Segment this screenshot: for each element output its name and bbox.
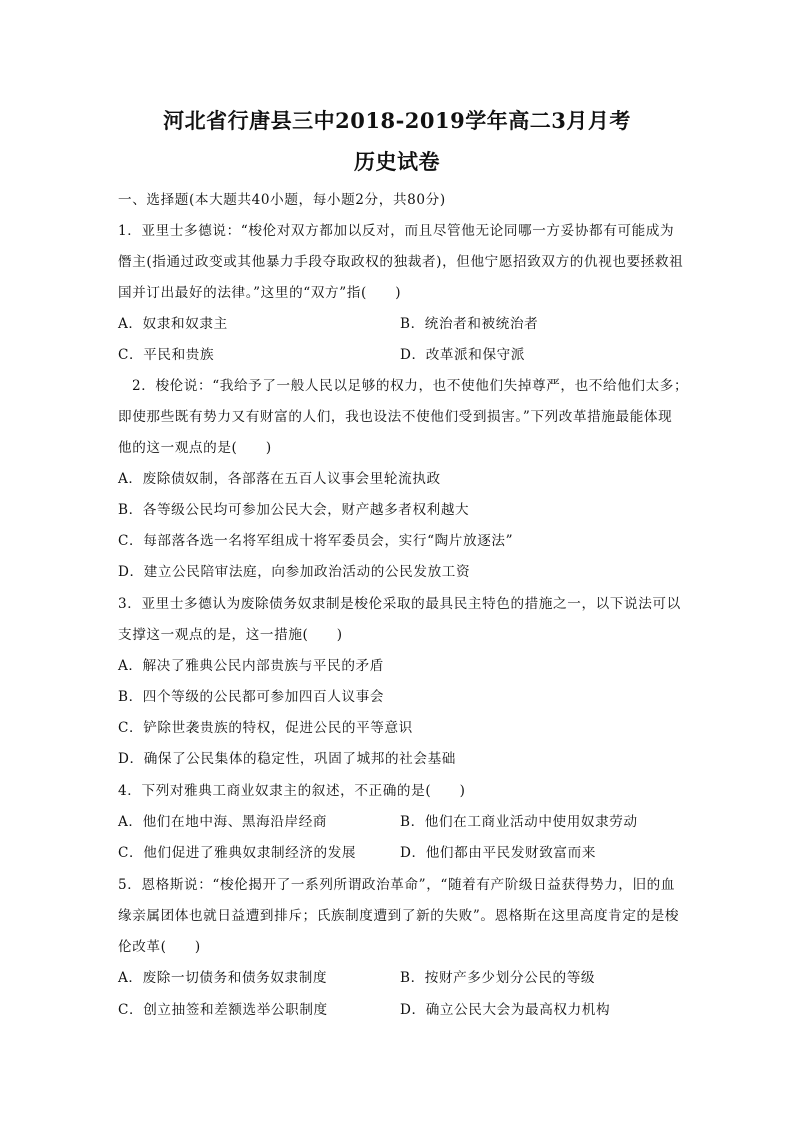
question-4-option-c: C．他们促进了雅典奴隶制经济的发展 xyxy=(118,845,357,861)
question-2-option-b: B．各等级公民均可参加公民大会，财产越多者权利越大 xyxy=(118,502,470,518)
section-heading: 一、选择题(本大题共40小题，每小题2分，共80分) xyxy=(118,192,446,208)
question-3-line-1: 3．亚里士多德认为废除债务奴隶制是梭伦采取的最具民主特色的措施之一，以下说法可以 xyxy=(118,596,681,612)
question-4-option-d: D．他们都由平民发财致富而来 xyxy=(400,845,597,861)
question-5-option-d: D．确立公民大会为最高权力机构 xyxy=(400,1002,611,1018)
question-4-line-1: 4．下列对雅典工商业奴隶主的叙述，不正确的是( ) xyxy=(118,783,466,799)
question-1-line-2: 僭主(指通过政变或其他暴力手段夺取政权的独裁者)，但他宁愿招致双方的仇视也要拯救祖 xyxy=(118,254,684,270)
question-1-option-d: D．改革派和保守派 xyxy=(400,347,526,363)
question-2-option-c: C．每部落各选一名将军组成十将军委员会，实行“陶片放逐法” xyxy=(118,533,514,549)
question-2-line-3: 他的这一观点的是( ) xyxy=(118,440,272,456)
question-3-option-d: D．确保了公民集体的稳定性，巩固了城邦的社会基础 xyxy=(118,751,456,767)
question-5-option-b: B．按财产多少划分公民的等级 xyxy=(400,970,596,986)
question-1-option-b: B．统治者和被统治者 xyxy=(400,316,539,332)
question-3-option-a: A．解决了雅典公民内部贵族与平民的矛盾 xyxy=(118,658,384,674)
question-1-line-3: 国并订出最好的法律。”这里的“双方”指( ) xyxy=(118,285,402,301)
question-1-option-a: A．奴隶和奴隶主 xyxy=(118,316,228,332)
question-2-line-1: 2．梭伦说：“我给予了一般人民以足够的权力，也不使他们失掉尊严，也不给他们太多； xyxy=(132,378,689,394)
question-3-option-c: C．铲除世袭贵族的特权，促进公民的平等意识 xyxy=(118,720,413,736)
question-2-option-a: A．废除债奴制，各部落在五百人议事会里轮流执政 xyxy=(118,471,441,487)
question-1-option-c: C．平民和贵族 xyxy=(118,347,215,363)
question-5-option-a: A．废除一切债务和债务奴隶制度 xyxy=(118,970,328,986)
question-1-line-1: 1．亚里士多德说：“梭伦对双方都加以反对，而且尽管他无论同哪一方妥协都有可能成为 xyxy=(118,223,675,239)
exam-subject: 历史试卷 xyxy=(354,149,440,174)
question-5-line-3: 伦改革( ) xyxy=(118,939,201,955)
question-5-line-1: 5．恩格斯说：“梭伦揭开了一系列所谓政治革命”，“随着有产阶级日益获得势力，旧的血 xyxy=(118,877,676,893)
question-4-option-b: B．他们在工商业活动中使用奴隶劳动 xyxy=(400,814,638,830)
question-4-option-a: A．他们在地中海、黑海沿岸经商 xyxy=(118,814,328,830)
question-2-line-2: 即使那些既有势力又有财富的人们，我也设法不使他们受到损害。”下列改革措施最能体现 xyxy=(118,409,673,425)
exam-title: 河北省行唐县三中2018-2019学年高二3月月考 xyxy=(163,108,631,133)
question-3-option-b: B．四个等级的公民都可参加四百人议事会 xyxy=(118,689,385,705)
question-3-line-2: 支撑这一观点的是，这一措施( ) xyxy=(118,627,343,643)
question-5-option-c: C．创立抽签和差额选举公职制度 xyxy=(118,1002,328,1018)
question-2-option-d: D．建立公民陪审法庭，向参加政治活动的公民发放工资 xyxy=(118,564,471,580)
question-5-line-2: 缘亲属团体也就日益遭到排斥；氏族制度遭到了新的失败”。恩格斯在这里高度肯定的是梭 xyxy=(118,908,680,924)
